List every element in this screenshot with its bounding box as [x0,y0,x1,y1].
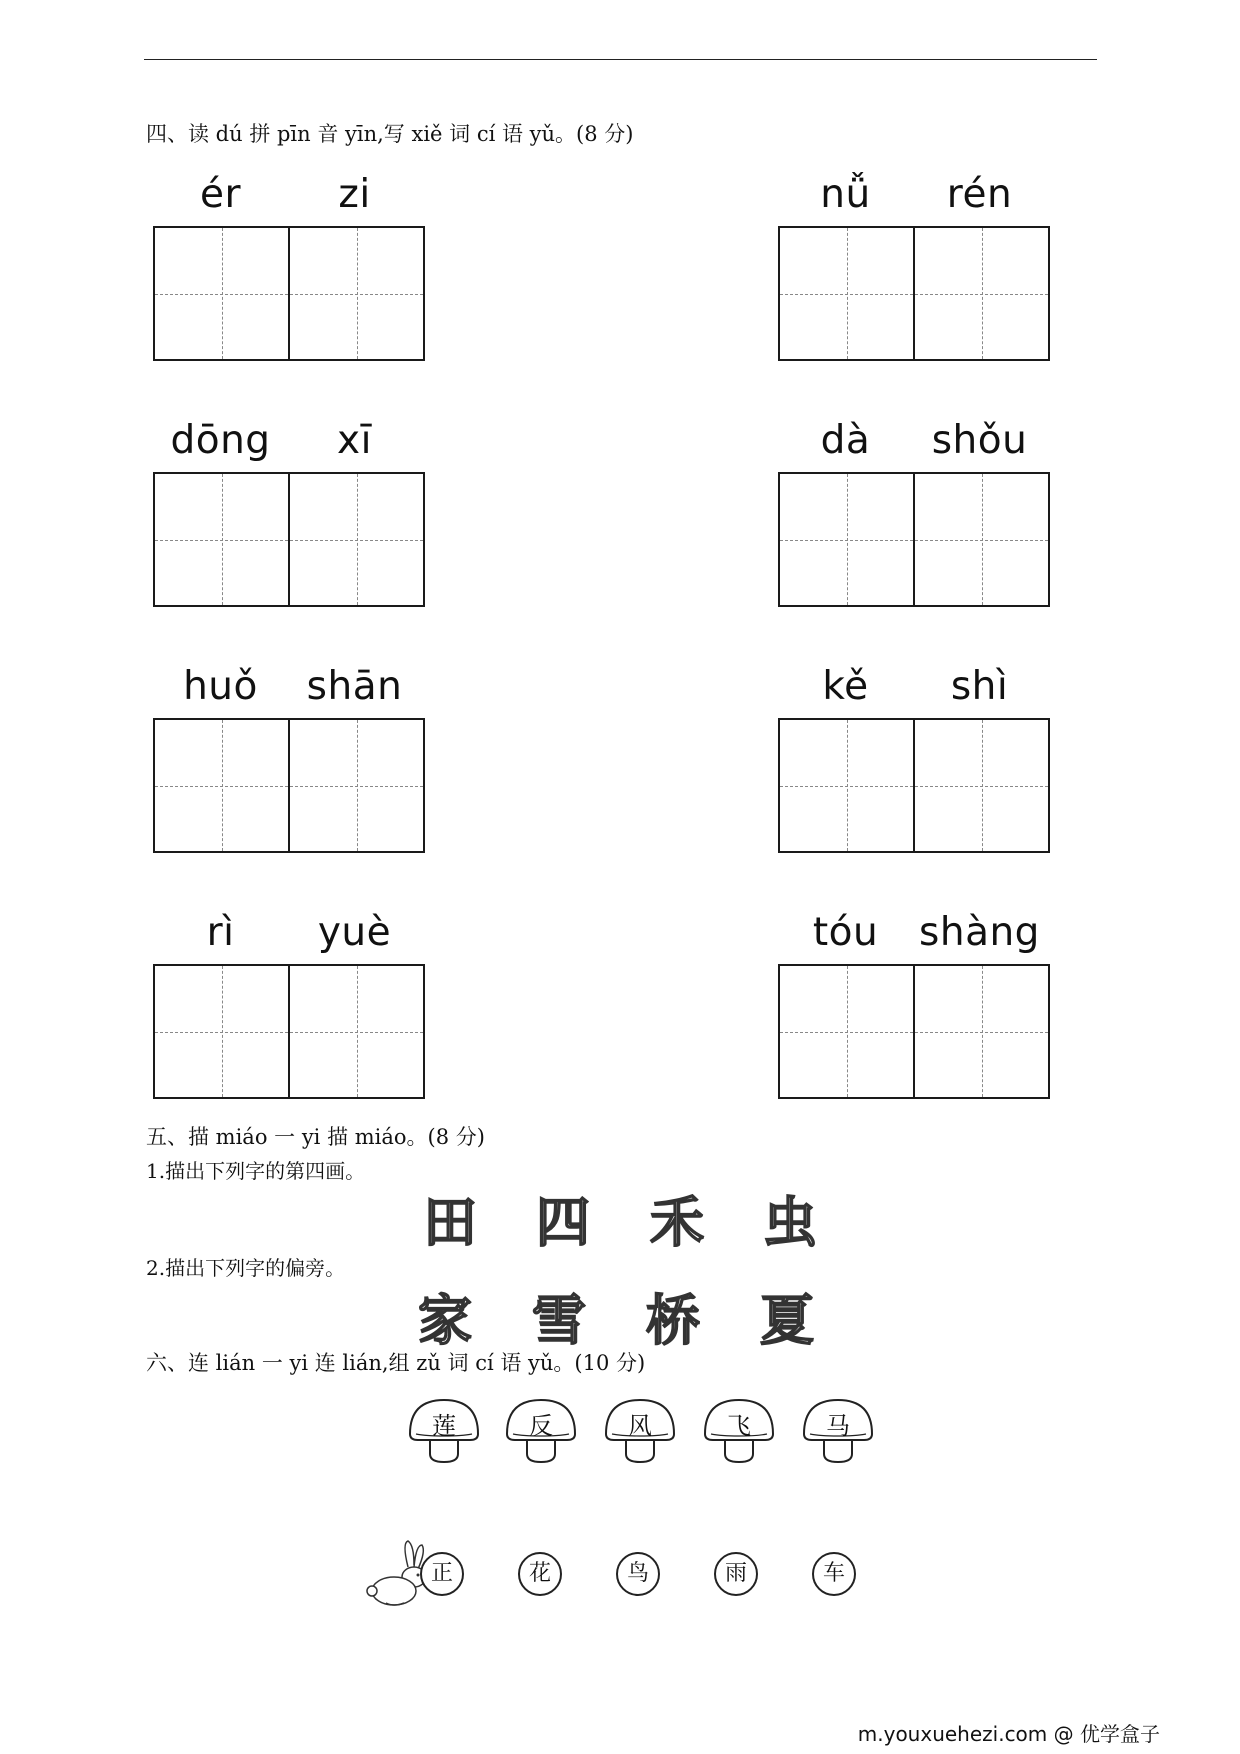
trace-char: 虫 [763,1190,817,1254]
section5-q2-label: 2.描出下列字的偏旁。 [146,1256,346,1280]
pinyin: shàng [919,910,1040,955]
writing-grid[interactable] [153,472,425,607]
pinyin: rén [946,172,1013,217]
section5-q1-label: 1.描出下列字的第四画。 [146,1159,366,1183]
writing-grid[interactable] [153,964,425,1099]
footer-watermark: m.youxuehezi.com @ 优学盒子 [857,1722,1160,1746]
section4-title: 四、读 dú 拼 pīn 音 yīn,写 xiě 词 cí 语 yǔ。(8 分) [146,122,634,146]
trace-char: 田 [423,1190,477,1254]
mushroom-char: 马 [826,1412,850,1440]
mushroom-card[interactable] [800,1392,876,1468]
pinyin: yuè [317,910,392,955]
circle-char[interactable]: 雨 [714,1552,758,1596]
circle-char[interactable]: 花 [518,1552,562,1596]
trace-char: 桥 [646,1288,700,1352]
mushroom-card[interactable] [701,1392,777,1468]
pinyin: tóu [812,910,879,955]
mushroom-char: 风 [628,1412,652,1440]
trace-char: 雪 [532,1288,586,1352]
pinyin: ér [199,172,242,217]
pinyin: huǒ [183,664,258,709]
mushroom-char: 反 [529,1412,553,1440]
mushroom-card[interactable] [602,1392,678,1468]
pinyin: xī [337,418,372,463]
trace-char: 夏 [760,1288,814,1352]
pinyin: kě [822,664,869,709]
pinyin: nǚ [820,172,871,217]
trace-char: 家 [418,1288,472,1352]
section6-title: 六、连 lián 一 yi 连 lián,组 zǔ 词 cí 语 yǔ。(10 分) [146,1351,646,1375]
mushroom-card[interactable] [406,1392,482,1468]
circle-char[interactable]: 正 [420,1552,464,1596]
pinyin: shǒu [931,418,1028,463]
trace-char: 四 [536,1190,590,1254]
writing-grid[interactable] [153,718,425,853]
writing-grid[interactable] [778,718,1050,853]
writing-grid[interactable] [778,472,1050,607]
circle-char[interactable]: 车 [812,1552,856,1596]
pinyin: shān [306,664,403,709]
pinyin: rì [206,910,235,955]
section5-title: 五、描 miáo 一 yi 描 miáo。(8 分) [146,1125,485,1149]
mushroom-char: 飞 [727,1412,751,1440]
mushroom-card[interactable] [503,1392,579,1468]
circle-char[interactable]: 鸟 [616,1552,660,1596]
pinyin: dà [820,418,871,463]
writing-grid[interactable] [153,226,425,361]
top-rule [144,59,1097,60]
trace-char: 禾 [650,1190,704,1254]
pinyin: shì [950,664,1009,709]
mushroom-char: 莲 [432,1412,456,1440]
pinyin: zi [338,172,371,217]
pinyin: dōng [170,418,271,463]
writing-grid[interactable] [778,226,1050,361]
writing-grid[interactable] [778,964,1050,1099]
